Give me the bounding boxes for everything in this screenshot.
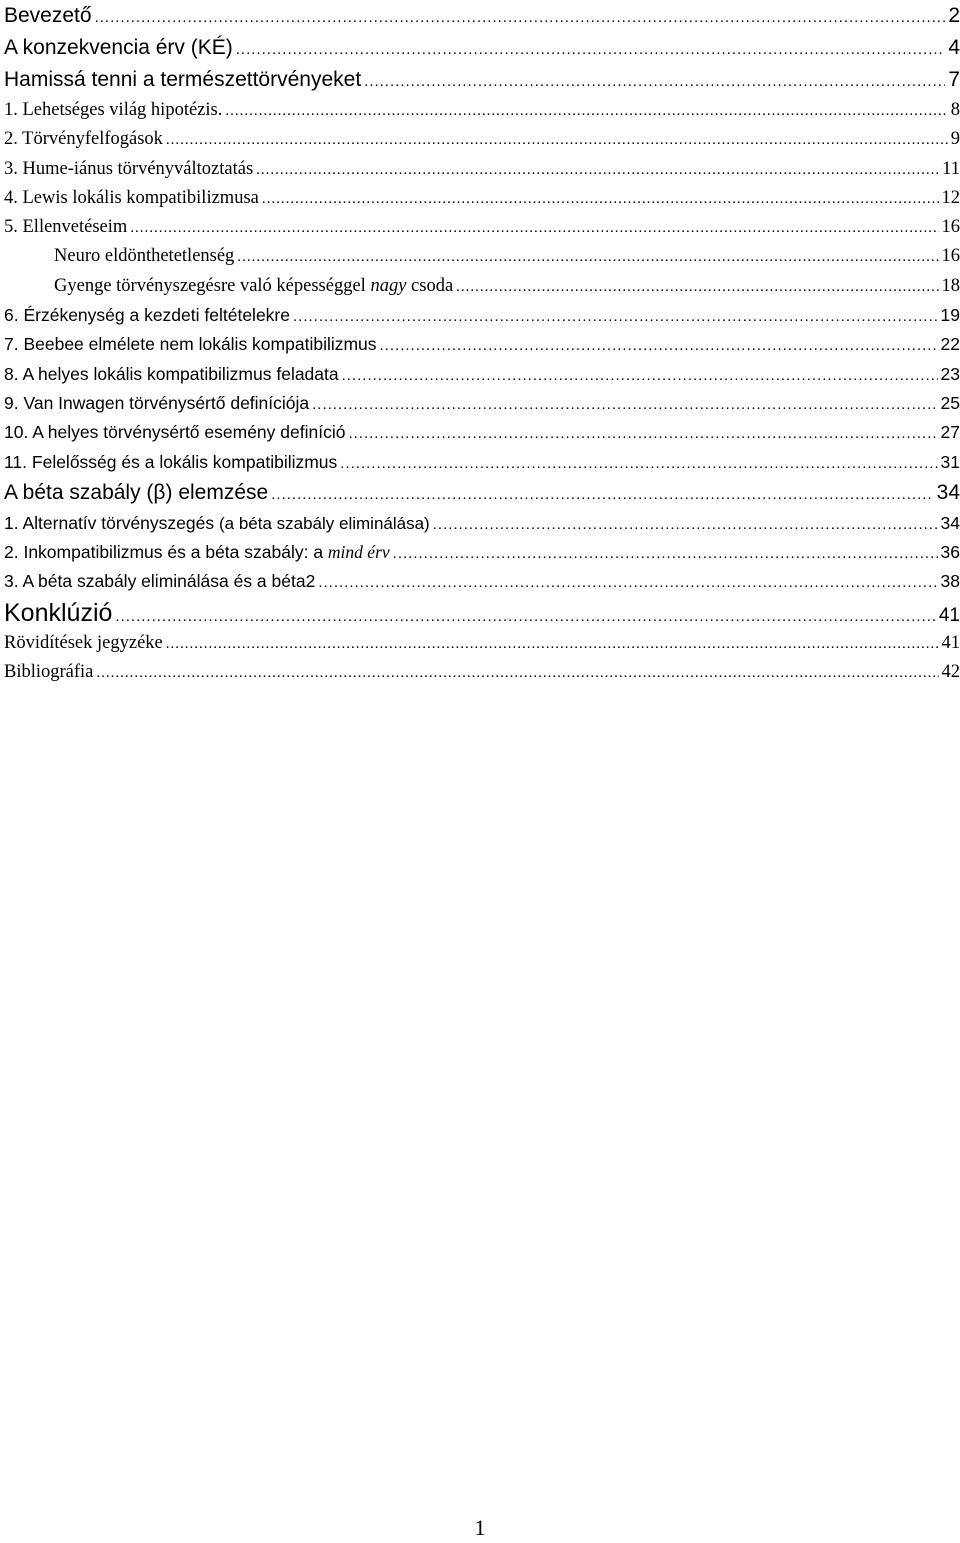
toc-entry-title: 9. Van Inwagen törvénysértő definíciója	[4, 392, 310, 413]
toc-entry-title: Bevezető	[4, 4, 92, 27]
toc-entry-page: 23	[940, 363, 960, 384]
toc-entry-helyes-lokalis[interactable]	[4, 360, 960, 389]
toc-leader-dots	[380, 331, 938, 360]
toc-entry-title: Neuro eldönthetetlenség	[54, 246, 235, 267]
toc-entry-title-small: (a béta szabály eliminálása)	[218, 513, 430, 533]
toc-entry-page: 4	[948, 36, 960, 59]
toc-entry-page: 18	[941, 275, 960, 296]
toc-leader-dots	[348, 419, 937, 448]
toc-entry-page: 27	[940, 422, 960, 443]
toc-entry-page: 2	[948, 4, 960, 27]
toc-entry-title-part: csoda	[406, 275, 454, 296]
toc-entry-title-part: 2. Inkompatibilizmus és a béta szabály: a	[4, 542, 328, 563]
toc-leader-dots	[433, 510, 938, 539]
toc-entry-title: 10. A helyes törvénysértő esemény definíció	[4, 422, 346, 443]
toc-leader-dots	[166, 630, 939, 659]
toc-entry-title: 7. Beebee elmélete nem lokális kompatibilizmus	[4, 334, 377, 355]
toc-entry-page: 11	[942, 158, 960, 179]
toc-entry-page: 7	[948, 68, 960, 91]
toc-leader-dots	[271, 479, 933, 511]
toc-entry-gyenge-torvenyszeges[interactable]	[4, 272, 960, 301]
toc-entry-page: 31	[940, 451, 960, 472]
toc-entry-title: 6. Érzékenység a kezdeti feltételekre	[4, 305, 290, 326]
toc-entry-lehetseges-vilag[interactable]	[4, 96, 960, 125]
toc-leader-dots	[456, 273, 938, 302]
toc-entry-title: Rövidítések jegyzéke	[4, 632, 163, 653]
toc-entry-page: 9	[950, 129, 960, 150]
toc-entry-title	[4, 509, 430, 538]
toc-entry-page: 36	[940, 542, 960, 563]
toc-entry-page: 16	[941, 246, 960, 267]
toc-leader-dots	[166, 126, 948, 155]
toc-entry-page: 22	[940, 334, 960, 355]
toc-leader-dots	[236, 34, 946, 66]
toc-entry-title: 2. Törvényfelfogások	[4, 129, 163, 150]
toc-leader-dots	[318, 568, 937, 597]
toc-entry-page: 16	[941, 217, 960, 238]
toc-entry-bevezeto[interactable]	[4, 0, 960, 32]
toc-entry-title: 1. Lehetséges világ hipotézis.	[4, 100, 223, 120]
toc-entry-title: 8. A helyes lokális kompatibilizmus feladata	[4, 363, 339, 384]
toc-entry-roviditesek[interactable]	[4, 629, 960, 658]
toc-leader-dots	[293, 302, 938, 331]
toc-entry-inkompatibilizmus[interactable]	[4, 538, 960, 567]
toc-leader-dots	[95, 2, 946, 34]
toc-leader-dots	[312, 390, 937, 419]
toc-entry-page: 19	[940, 305, 960, 326]
toc-entry-title: Hamissá tenni a természettörvényeket	[4, 68, 362, 91]
toc-entry-ellenveteseim[interactable]	[4, 213, 960, 242]
toc-entry-page: 8	[950, 100, 960, 120]
toc-leader-dots	[225, 97, 947, 126]
toc-entry-page: 38	[940, 571, 960, 592]
toc-leader-dots	[96, 659, 938, 688]
toc-leader-dots	[342, 361, 938, 390]
toc-entry-title: 11. Felelősség és a lokális kompatibilizmus	[4, 451, 338, 472]
toc-entry-beta-szabaly[interactable]	[4, 477, 960, 509]
page-number: 1	[474, 1515, 486, 1540]
toc-entry-hamissa-tenni[interactable]	[4, 64, 960, 96]
toc-leader-dots	[237, 243, 938, 272]
toc-entry-beebee[interactable]	[4, 330, 960, 359]
toc-entry-title: 3. Hume-iánus törvényváltoztatás	[4, 158, 254, 179]
toc-leader-dots	[340, 449, 937, 478]
toc-entry-title: A konzekvencia érv (KÉ)	[4, 36, 233, 59]
toc-entry-konzekvencia-erv[interactable]	[4, 32, 960, 64]
toc-entry-page: 34	[936, 480, 960, 504]
toc-entry-lewis-lokalis[interactable]	[4, 184, 960, 213]
toc-leader-dots	[130, 214, 938, 243]
toc-entry-page: 12	[941, 187, 960, 208]
toc-entry-title-part: 1. Alternatív törvényszegés	[4, 512, 219, 533]
toc-entry-felelosseg[interactable]	[4, 448, 960, 477]
toc-entry-neuro[interactable]	[4, 242, 960, 271]
toc-entry-hume-ianus[interactable]	[4, 155, 960, 184]
toc-entry-page: 41	[941, 632, 960, 653]
toc-entry-page: 42	[941, 662, 960, 683]
toc-entry-konkluzio[interactable]	[4, 597, 960, 629]
toc-entry-title	[4, 538, 390, 567]
toc-entry-torvenyfelfogasok[interactable]	[4, 125, 960, 154]
toc-entry-page: 25	[940, 392, 960, 413]
toc-entry-van-inwagen[interactable]	[4, 389, 960, 418]
toc-entry-title: Konklúzió	[4, 598, 113, 627]
toc-entry-title: 3. A béta szabály eliminálása és a béta2	[4, 571, 316, 592]
toc-leader-dots	[262, 185, 939, 214]
toc-entry-page: 41	[938, 604, 960, 626]
toc-leader-dots	[364, 66, 945, 98]
toc-leader-dots	[393, 539, 938, 568]
toc-entry-beta-eliminalasa[interactable]	[4, 567, 960, 596]
toc-leader-dots	[256, 156, 939, 185]
toc-entry-title-emphasis: mind érv	[327, 542, 390, 563]
toc-entry-alternativ[interactable]	[4, 509, 960, 538]
toc-entry-title-part: Gyenge törvényszegésre való képességgel	[54, 275, 371, 296]
toc-entry-title: 4. Lewis lokális kompatibilizmusa	[4, 187, 259, 208]
toc-entry-title: 5. Ellenvetéseim	[4, 217, 128, 238]
toc-entry-erzekenyseg[interactable]	[4, 301, 960, 330]
toc-entry-title	[54, 272, 453, 301]
toc-entry-page: 34	[940, 512, 960, 533]
table-of-contents	[4, 0, 960, 687]
toc-entry-title: A béta szabály (β) elemzése	[4, 480, 269, 504]
toc-entry-title: Bibliográfia	[4, 662, 94, 683]
toc-entry-helyes-torvenysero[interactable]	[4, 418, 960, 447]
toc-entry-title-emphasis: nagy	[370, 275, 407, 296]
toc-entry-bibliografia[interactable]	[4, 658, 960, 687]
